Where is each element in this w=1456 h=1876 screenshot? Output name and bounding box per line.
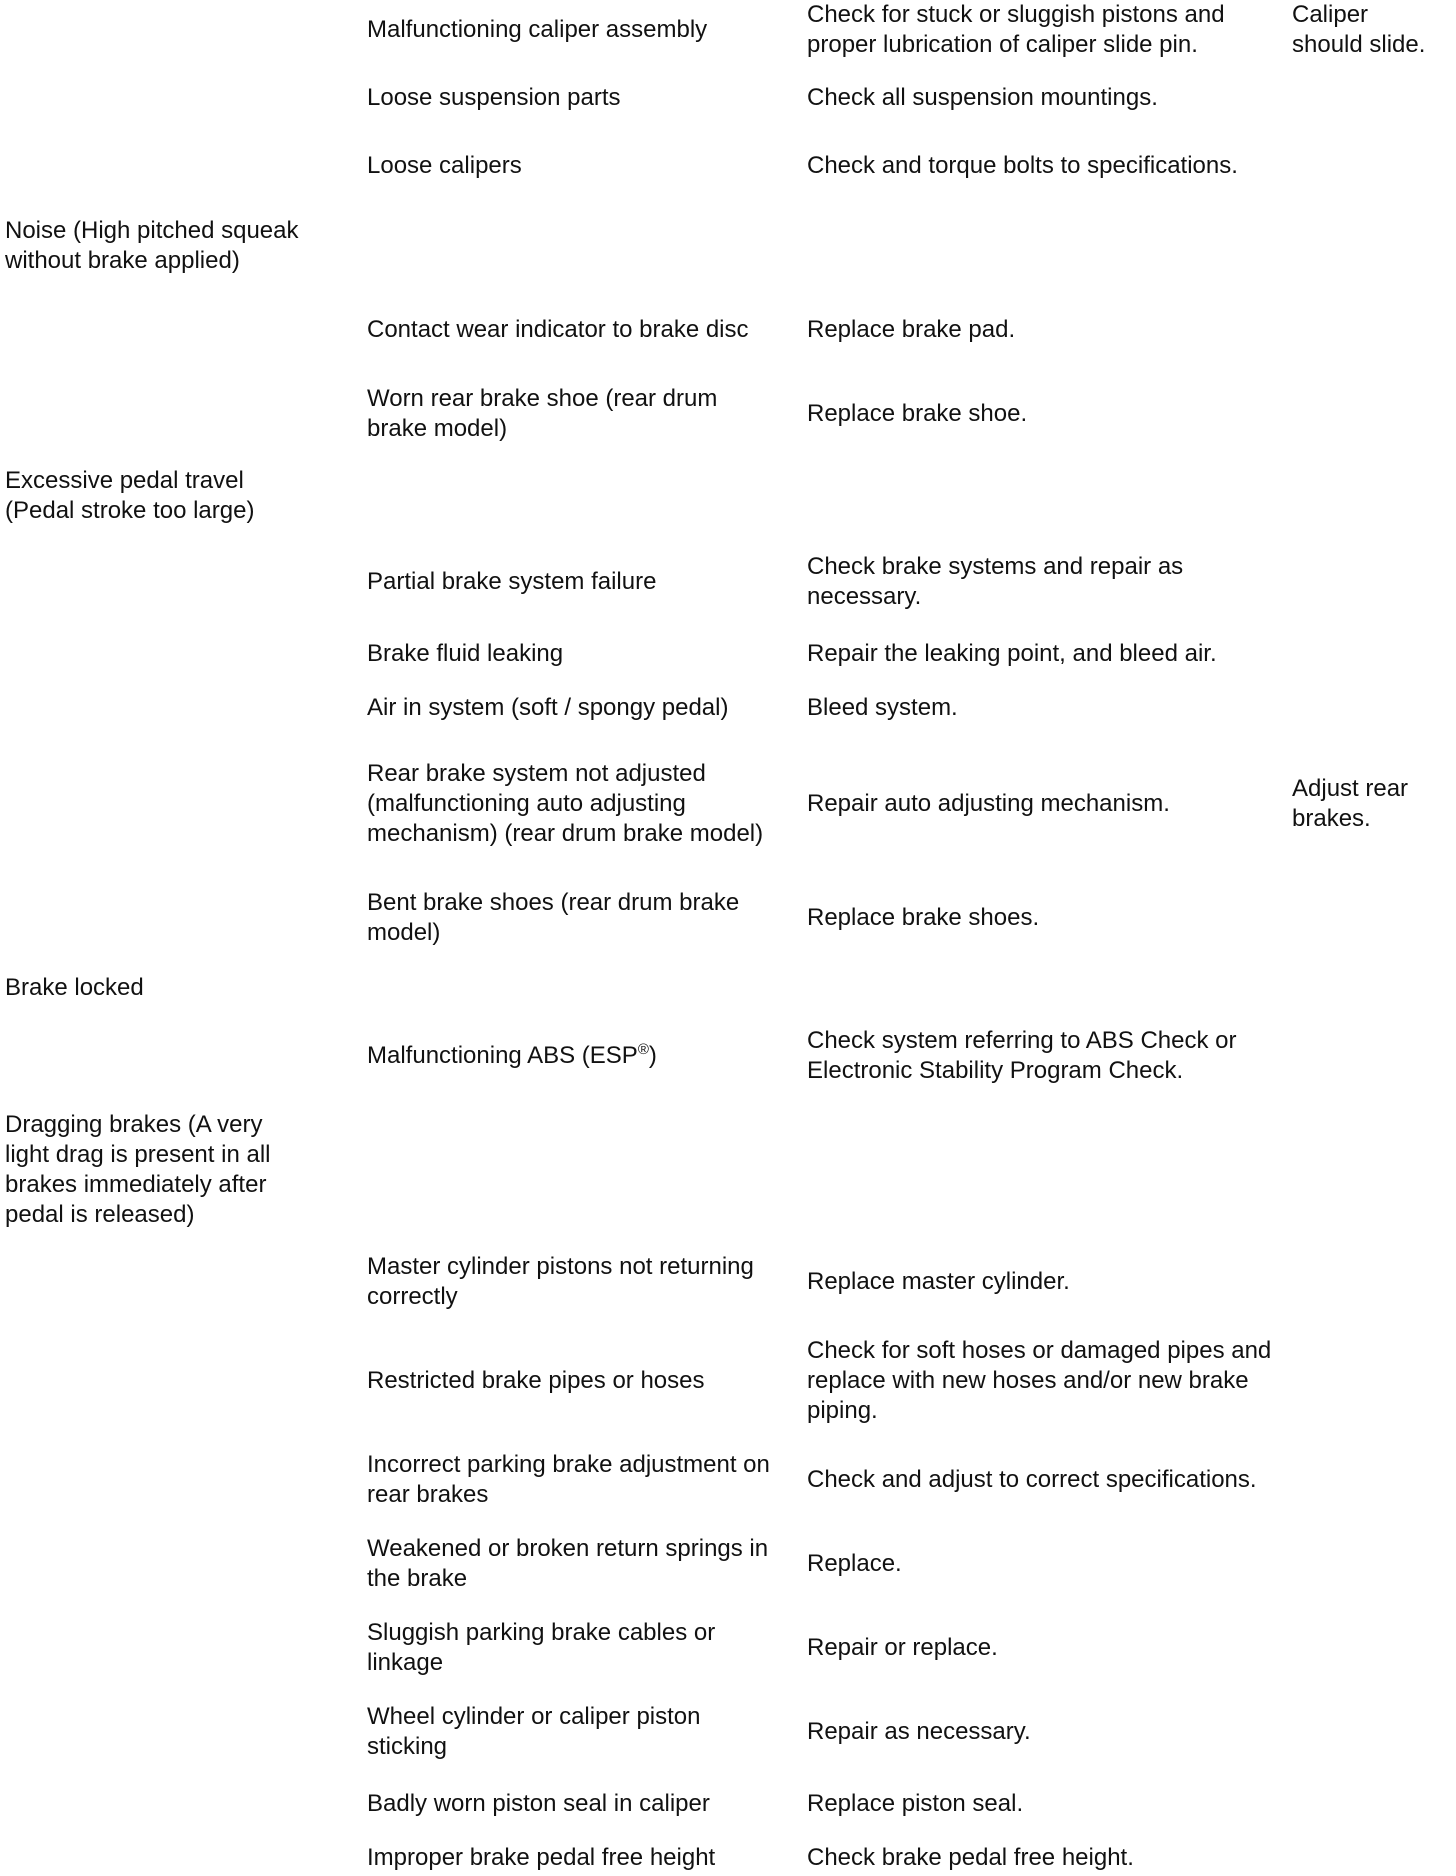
cause-cell: Brake fluid leaking bbox=[367, 640, 564, 667]
table-row bbox=[0, 744, 1456, 864]
cause-cell: Loose calipers bbox=[367, 152, 522, 179]
table-row bbox=[0, 1336, 1456, 1426]
table-row bbox=[0, 300, 1456, 360]
table-row bbox=[0, 384, 1456, 444]
table-row bbox=[0, 1450, 1456, 1510]
remedy-cell: Check brake systems and repair as necessary. bbox=[807, 553, 1184, 610]
cause-cell: Restricted brake pipes or hoses bbox=[367, 1367, 705, 1394]
table-row bbox=[0, 1252, 1456, 1312]
table-row bbox=[0, 1534, 1456, 1594]
remedy-cell: Repair auto adjusting mechanism. bbox=[807, 790, 1170, 817]
table-row bbox=[0, 690, 1456, 726]
note-cell: Adjust rear brakes. bbox=[1292, 775, 1409, 832]
cause-cell: Worn rear brake shoe (rear drum brake model) bbox=[367, 385, 718, 442]
cause-cell: Bent brake shoes (rear drum brake model) bbox=[367, 889, 740, 946]
remedy-cell: Check brake pedal free height. bbox=[807, 1844, 1134, 1871]
table-row bbox=[0, 552, 1456, 612]
remedy-cell: Replace brake shoe. bbox=[807, 400, 1028, 427]
cause-cell: Loose suspension parts bbox=[367, 84, 621, 111]
remedy-cell: Check for stuck or sluggish pistons and proper lubrication of caliper slide pin. bbox=[807, 1, 1225, 58]
table-row bbox=[0, 136, 1456, 196]
remedy-cell: Check and adjust to correct specifications. bbox=[807, 1466, 1257, 1493]
condition-row bbox=[0, 970, 1456, 1006]
cause-cell: Incorrect parking brake adjustment on rear brakes bbox=[367, 1451, 770, 1508]
cause-cell: Sluggish parking brake cables or linkage bbox=[367, 1619, 716, 1676]
table-row bbox=[0, 1840, 1456, 1876]
condition-cell: Brake locked bbox=[5, 974, 144, 1001]
condition-row bbox=[0, 466, 1456, 526]
remedy-cell: Repair as necessary. bbox=[807, 1718, 1031, 1745]
remedy-cell: Check system referring to ABS Check or Electronic Stability Program Check. bbox=[807, 1027, 1237, 1084]
cause-cell: Malfunctioning caliper assembly bbox=[367, 16, 708, 43]
cause-cell: Master cylinder pistons not returning correctly bbox=[367, 1253, 754, 1310]
cause-cell: Malfunctioning ABS (ESP®) bbox=[367, 1041, 657, 1069]
registered-mark: ® bbox=[637, 1041, 649, 1058]
cause-cell: Rear brake system not adjusted (malfunctioning auto adjusting mechanism) (rear drum brake model) bbox=[367, 760, 764, 847]
cause-cell: Badly worn piston seal in caliper bbox=[367, 1790, 710, 1817]
table-row bbox=[0, 0, 1456, 60]
table-row bbox=[0, 1026, 1456, 1086]
cause-cell: Contact wear indicator to brake disc bbox=[367, 316, 749, 343]
note-cell: Caliper should slide. bbox=[1292, 1, 1426, 58]
remedy-cell: Replace brake pad. bbox=[807, 316, 1016, 343]
condition-cell: Noise (High pitched squeak without brake applied) bbox=[5, 217, 299, 274]
cause-cell: Weakened or broken return springs in the brake bbox=[367, 1535, 769, 1592]
cause-cell: Improper brake pedal free height bbox=[367, 1844, 716, 1871]
condition-row bbox=[0, 216, 1456, 276]
table-row bbox=[0, 1786, 1456, 1822]
condition-row bbox=[0, 1110, 1456, 1230]
remedy-cell: Check for soft hoses or damaged pipes and replace with new hoses and/or new brake piping. bbox=[807, 1337, 1272, 1424]
table-row bbox=[0, 636, 1456, 672]
remedy-cell: Check all suspension mountings. bbox=[807, 84, 1158, 111]
remedy-cell: Repair or replace. bbox=[807, 1634, 998, 1661]
cause-cell: Wheel cylinder or caliper piston sticking bbox=[367, 1703, 701, 1760]
remedy-cell: Replace brake shoes. bbox=[807, 904, 1040, 931]
cause-cell: Air in system (soft / spongy pedal) bbox=[367, 694, 729, 721]
remedy-cell: Bleed system. bbox=[807, 694, 958, 721]
cause-cell: Partial brake system failure bbox=[367, 568, 657, 595]
remedy-cell: Replace piston seal. bbox=[807, 1790, 1024, 1817]
remedy-cell: Repair the leaking point, and bleed air. bbox=[807, 640, 1217, 667]
condition-cell: Dragging brakes (A very light drag is present in all brakes immediately after pedal is released) bbox=[5, 1111, 271, 1228]
table-row bbox=[0, 1702, 1456, 1762]
remedy-cell: Replace. bbox=[807, 1550, 902, 1577]
remedy-cell: Replace master cylinder. bbox=[807, 1268, 1070, 1295]
remedy-cell: Check and torque bolts to specifications. bbox=[807, 152, 1238, 179]
table-row bbox=[0, 888, 1456, 948]
table-row bbox=[0, 80, 1456, 116]
table-row bbox=[0, 1618, 1456, 1678]
condition-cell: Excessive pedal travel (Pedal stroke too large) bbox=[5, 467, 255, 524]
